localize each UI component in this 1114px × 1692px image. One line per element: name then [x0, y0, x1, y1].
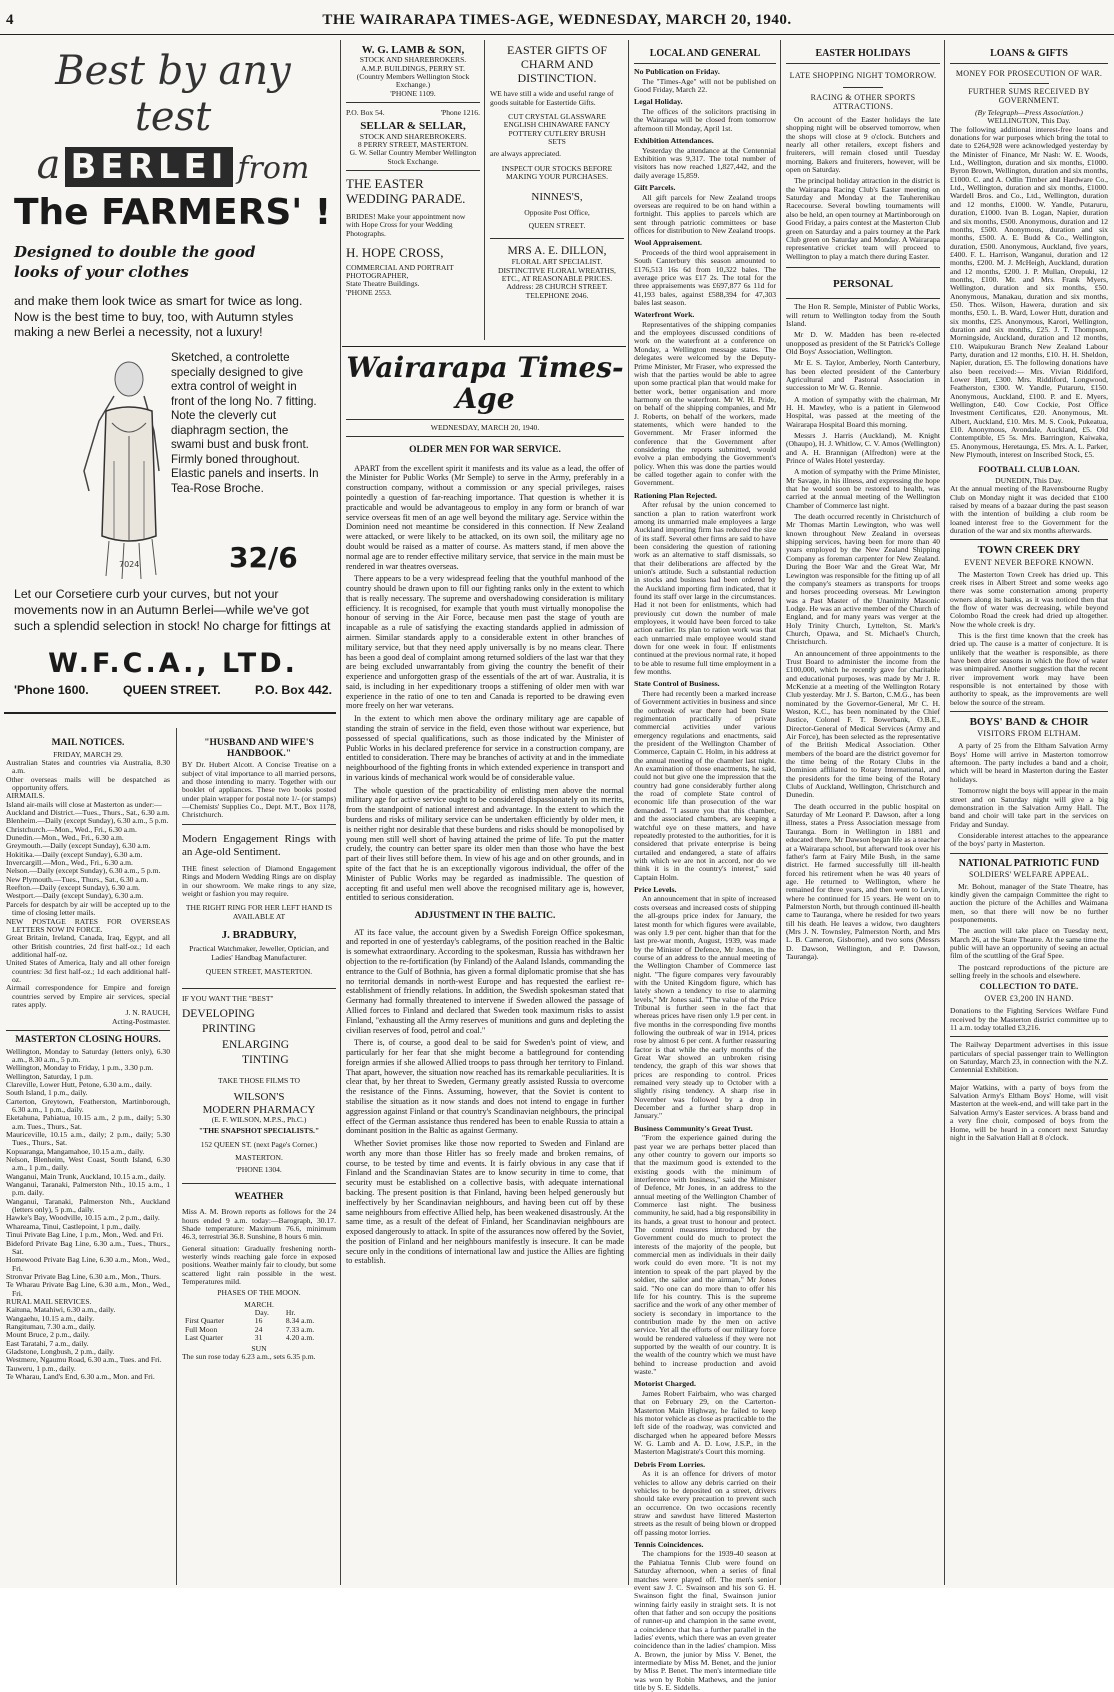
town-creek-heading: TOWN CREEK DRY: [977, 544, 1081, 557]
boys-band-body: [950, 742, 1108, 848]
local-item-text: James Robert Fairbairn, who was charged that on February 29, on the Carterton-Masterton Main Highway, he failed to keep his motor vehicle as close as practicable to the left side of the roadway, was convicted and discharged when he appeared before Messrs W. G. Lamb and A. D. Low, J.S.P., in the Masterton Magistrate's Court this morning.: [634, 1388, 776, 1457]
company-pobox: P.O. Box 442.: [254, 683, 332, 698]
editorial-heading: OLDER MEN FOR WAR SERVICE.: [409, 445, 561, 456]
cross-line1: COMMERCIAL AND PORTRAIT PHOTOGRAPHER,: [346, 262, 454, 280]
berlei-logo: BERLEI: [65, 147, 234, 187]
editorial-paragraph: Whether Soviet promises like those now reported to Sweden and Finland are worth any more than those Hitler has so freely made and broken remains, of course, to be tested by time and events. It is fairly obvious in any case that if Finland and the Scandinavian States are to know security in time to come, that security must be established on a collective basis, with adequate international backing. The present position is that Finland, having been helped generously but ineffectively by her Scandinavian neighbours, and having been cut off by these same neighbours from effective Allied help, has been weakened disastrously. At the same time, as a result of the defeat of Finland, her Scandinavian neighbours are exposed dangerously to attack. In spite of the assurances now offered by the Soviet, the position of Finland and her neighbours manifestly is insecure. It can be made secure only in the conditions of international law and justice the Allies are fighting to establish.: [346, 1139, 624, 1266]
weather-body: Miss A. M. Brown reports as follows for the 24 hours ended 9 a.m. today:—Barograph, 30.17. Shade temperature: Maximum 76.6, minimum 46.3, terrestrial 36.8. Sunshine, 8 hours 6 min.: [182, 1207, 336, 1242]
mail-line: Christchurch.—Mon., Wed., Fri., 6.30 a.m.: [6, 824, 137, 834]
loans-sub2: FURTHER SUMS RECEIVED BY GOVERNMENT.: [968, 87, 1090, 106]
editorial-paragraph: AT its face value, the account given by a Swedish Foreign Office spokesman, and reported in one of yesterday's cablegrams, of the position reached in the Baltic is somewhat extraordinary. According to the spokesman, Russia has withdrawn her objection to the re-fortification (by Finland) of the Aaland Islands, commanding the entrance to the Gulf of Bothnia, has given a formal diplomatic promise that she has no territorial demands in north-west Europe and has requested the earliest re-establishment of friendly relations. In addition, the Swedish spokesman stated that Germany had formally threatened to intervene if Sweden allowed the passage of Allied forces to Finland and declared that Sweden took maximum risks to assist Finland, "exhausting all the Army reserves of munitions and guns and depleting the civilian reserves of food, petrol and coal.": [346, 927, 624, 1035]
dillon-addr: Address: 28 CHURCH STREET.: [506, 282, 608, 292]
closing-line: Te Wharau Private Bag Line, 6.30 a.m., Mon., Wed., Fri.: [6, 1280, 170, 1298]
column-rule: [944, 40, 945, 1585]
local-item-text: There had recently been a marked increase of Government activities in business and since the outbreak of war there had been State regimentation practically of private commercial activities under various emergency regulations and enactments, said the president of the Wellington Chamber of Commerce, Captain C. Holm, in his address at the annual meeting of the chamber last night. An examination of those enactments, he said, could not but give one the impression that the country had gone considerably further along the road of complete State control of economic life than prosecution of the war demanded. "I assure you that this chamber, and the associated chambers, are keeping a watchful eye on these matters, and have repeatedly protested to the authorities, for it is considered that private enterprise is being curtailed and endangered, a state of affairs with which we are not in accord, nor do we think it is in the country's interest," said Captain Holm.: [634, 689, 776, 882]
ad-brand-line: [14, 142, 332, 188]
town-creek-body: [950, 571, 1108, 708]
lamb-name: W. G. LAMB & SON,: [361, 44, 465, 56]
town-creek-paragraph: The Masterton Town Creek has dried up. This creek rises in Albert Street and some weeks ago there was some consternation among property owners along its banks, as it was noticed then that the flow of water was decreasing, while beyond Colombo Road the creek had dried up altogether. Now the whole creek is dry.: [950, 569, 1108, 629]
company-contact: [14, 683, 332, 699]
boys-band-paragraph: Considerable interest attaches to the appearance of the boys' party in Masterton.: [950, 830, 1108, 849]
dillon-name: MRS A. E. DILLON,: [507, 245, 607, 258]
easter-paragraph: On account of the Easter holidays the late shopping night will be observed tomorrow, when the shops will close at 9 o'clock. Butchers and nearly all other retailers, except fishers and fruiterers, will remain closed until Tuesday morning. Bakers and fruiterers, however, will be open on Saturday.: [786, 115, 940, 175]
berlei-advertisement: [14, 44, 332, 704]
collection-sub: OVER £3,200 IN HAND.: [984, 994, 1074, 1004]
easter-sub2: RACING & OTHER SPORTS ATTRACTIONS.: [810, 93, 916, 112]
local-items: [634, 68, 776, 1692]
postmaster-name: J. N. RAUCH,: [125, 1008, 170, 1018]
mail-line: Dunedin.—Mon., Wed., Fri., 6.30 a.m.: [6, 833, 124, 843]
loans-sub1: MONEY FOR PROSECUTION OF WAR.: [955, 69, 1103, 79]
easter-heading: EASTER HOLIDAYS: [815, 48, 911, 59]
ad-word-from: from: [237, 151, 310, 186]
local-item-title: Rationing Plan Rejected.: [634, 490, 717, 500]
closing-line: Bideford Private Bag Line, 6.30 a.m., Tues., Thurs., Sat.: [6, 1238, 170, 1256]
bradbury-name: J. BRADBURY,: [221, 929, 297, 942]
mail-line: New Plymouth.—Tues., Thurs., Sat., 6.30 a.m.: [6, 874, 149, 884]
sellar-contact: [346, 109, 480, 117]
closing-line: Kopuaranga, Mangamahoe, 10.15 a.m., daily.: [6, 1146, 145, 1156]
mail-line: Parcels for despatch by air will be accepted up to the time of closing letter mails.: [6, 899, 170, 918]
patriotic-paragraph: Mr. Bohout, manager of the State Theatre, has kindly given the campaign Committee the right to auction the picture of the Achilles and Waimana men, so that there will now be no further postponements.: [950, 881, 1108, 925]
weather-forecast: General situation: Gradually freshening north-westerly winds reaching gale force in exposed positions. Weather mainly fair to cloudy, but some scattered light rain possible in the west. Temperatures mild.: [182, 1243, 336, 1286]
gifts-appreciated: are always appreciated.: [490, 149, 562, 159]
local-item-text: The champions for the 1939-40 season at the Pahiatua Tennis Club were found on Saturday afternoon, when a series of final matches were played off. The men's senior event saw J. C. Swainson and his son G. H. Swainson fight the final, Swainson junior winning fairly easily in straight sets. It is not often that father and son occupy the positions of runner-up and champion in the same event, a coincidence that has a further parallel in the ladies' events, which there was an even greater coincidence than in the ladies' champion. Miss A. Brown, the junior by Miss V. Benet, the intermediate by Miss M. Benet, and the junior by Miss P. Benet. The men's intermediate title was won by Robin Mathews, and the junior title by S. E. Siddells.: [634, 1549, 776, 1692]
gifts-heading: EASTER GIFTS OF CHARM AND DISTINCTION.: [506, 43, 607, 85]
patriotic-heading: NATIONAL PATRIOTIC FUND: [958, 857, 1100, 869]
right-ring: THE RIGHT RING FOR HER LEFT HAND IS AVAILABLE AT: [185, 903, 333, 921]
moon-row: First Quarter 16 8.34 a.m.: [185, 1316, 315, 1326]
small-ads-column: [182, 734, 336, 1586]
company-phone: 'Phone 1600.: [14, 683, 89, 698]
closing-line: Eketahuna, Pahiatua, 10.15 a.m., 2 p.m., daily; 5.30 a.m. Tues., Thurs., Sat.: [6, 1113, 170, 1131]
dillon-line2: DISTINCTIVE FLORAL WREATHS, ETC., AT REASONABLE PRICES.: [498, 265, 616, 284]
lamb-line2: A.M.P. BUILDINGS, PERRY ST.: [361, 63, 465, 73]
mail-line: AIRMAILS.: [6, 791, 45, 801]
mail-line: Australian States and countries via Australia, 8.30 a.m.: [6, 757, 170, 776]
engagement-body: THE finest selection of Diamond Engagement Rings and Modern Wedding Rings are on display in our showroom. We make rings to any size, weight or fashion you may require.: [182, 864, 336, 899]
closing-hours-heading: MASTERTON CLOSING HOURS.: [15, 1034, 161, 1045]
town-creek-sub: EVENT NEVER BEFORE KNOWN.: [964, 557, 1094, 567]
patriotic-paragraph: The auction will take place on Tuesday next, March 26, at the State Theatre. At the same time the public will have an opportunity of seeing an actual film of the scuttling of the Graf Spee.: [950, 926, 1109, 961]
personal-paragraph: The Hon R. Semple, Minister of Public Works, will return to Wellington today from the South Island.: [786, 302, 940, 328]
mail-line: Island air-mails will close at Masterton as under:—: [6, 799, 162, 809]
page-number: 4: [6, 12, 14, 28]
local-item-text: After refusal by the union concerned to sanction a plan to ration waterfront work among its unmarried male employees a large Auckland importing firm has reduced the size of its staff. Several other firms are said to have been considering the question of rationing work as an alternative to staff dismissals, so that their deliberations are affected by the union's attitude. Such a substantial reduction in stocks and business had been ordered by the Auckland importing firm indicated, that it found its staff over large in the circumstances. Had it not been for enlistments, which had previously cut down the number of male employees, it would have been forced to take action earlier. Its plan to ration work was that each unmarried male employee would stand down for one week in four. If enlistments continued at the previous normal rate, it hoped to be able to resume full time employment in a few months.: [634, 500, 776, 677]
moon-month: MARCH.: [244, 1299, 274, 1309]
sellar-line3: G. W. Sellar Country Member Wellington Stock Exchange.: [349, 148, 477, 166]
mail-line: Westport.—Daily (except Sunday), 6.30 a.m.: [6, 891, 144, 901]
town-creek-paragraph: This is the first time known that the creek has dried up. The cause is a matter of conjecture. It is unlikely that the weather is responsible, as there have been drier seasons in which the flow of water was unimpaired. Another suggestion that the recent river improvement work may have been responsible is not entertained by those with authority to speak, as the improvements are well below the source of the stream.: [950, 631, 1108, 707]
cross-phone: 'PHONE 2553.: [346, 287, 392, 297]
broker-ads: [346, 44, 480, 344]
mail-notices-column: [6, 734, 170, 1586]
local-item-title: Wool Appraisement.: [634, 238, 703, 248]
mail-line: Auckland and District.—Tues., Thurs., Sat., 6.30 a.m.: [6, 808, 170, 818]
closing-line: Wellington, Monday to Friday, 1 p.m., 3.30 p.m.: [6, 1063, 154, 1073]
local-item-title: Business Community's Great Trust.: [634, 1123, 753, 1133]
wilsons-take: TAKE THOSE FILMS TO: [218, 1075, 300, 1085]
local-item-title: State Control of Business.: [634, 679, 720, 689]
editorial-paragraph: There appears to be a very widespread feeling that the youthful manhood of the country should be drawn upon to fill our fighting ranks only in the extent to which that is really necessary. The supreme and overshadowing consideration is military efficiency. It is recognised, for example that youth must virtually monopolise the honour of serving in the Air Force, because men past the stage of youth are incapable as a rule of satisfying the exacting standards applied in admission of airmen. Similar standards apply to a considerable extent in other branches of military service, but that they need apply universally is by no means clear. There has been a good deal of complaint among returned soldiers of the last war that they are being excluded unwarrantably from giving the country the benefit of their experience and unforgotten grasp of the essentials of the art of war. Australia, it is said, is including in her expeditionary troops a stiffening of older men with war experience in the ratio of one to ten and Canada is reported to be drawing even more freely on her war veterans.: [346, 574, 624, 711]
local-item-title: Price Levels.: [634, 884, 677, 894]
patriotic-paragraph: The postcard reproductions of the picture are selling freely in the schools and elsewhere.: [950, 962, 1108, 981]
ad-word-a: a: [36, 142, 61, 188]
lamb-line1: STOCK AND SHAREBROKERS.: [359, 55, 467, 65]
watkins-notice: Major Watkins, with a party of boys from the Salvation Army's Eltham Boys' Home, will visit Masterton at the week-end, and will take part in the Salvation Army's Easter services. A brass band and a very fine choir, composed of boys from the Home, will be heard in a concert next Saturday night in the Salvation Hall at 8 o'clock.: [950, 1082, 1108, 1142]
store-name: The FARMERS' !: [14, 192, 332, 233]
bradbury-desc: Practical Watchmaker, Jeweller, Optician, and Ladies' Handbag Manufacturer.: [189, 944, 329, 962]
product-price: 32/6: [229, 541, 298, 575]
wilsons-pre: IF YOU WANT THE "BEST": [182, 994, 274, 1004]
masthead: [0, 8, 1114, 35]
lamb-phone: 'PHONE 1109.: [390, 88, 436, 98]
closing-line: Wellington, Monday to Saturday (letters only), 6.30 a.m., 8.30 a.m., 5 p.m.: [6, 1046, 170, 1064]
collection-body: Donations to the Fighting Services Welfare Fund received by the Masterton district committee up to 11 a.m. today totalled £3,216.: [950, 1006, 1108, 1033]
patriotic-body: [950, 883, 1108, 981]
wilsons-specialists: "THE SNAPSHOT SPECIALISTS.": [198, 1126, 320, 1136]
company-address: QUEEN STREET.: [122, 683, 221, 698]
handbook-heading: "HUSBAND AND WIFE'S HANDBOOK.": [204, 738, 314, 759]
mail-line: Reefton.—Daily (except Sunday), 6.30 a.m.: [6, 883, 140, 893]
collection-heading: COLLECTION TO DATE.: [979, 982, 1079, 992]
cross-line2: State Theatre Buildings.: [346, 279, 420, 289]
postmaster-title: Acting-Postmaster.: [111, 1016, 170, 1026]
closing-line: Wanganui, Taranaki, Palmerston Nth., 10.15 a.m., 1 p.m. daily.: [6, 1180, 170, 1198]
mail-line: Greymouth.—Daily (except Sunday), 6.30 a.m.: [6, 841, 151, 851]
column-rule: [628, 40, 629, 1585]
newspaper-nameplate: Wairarapa Times-Age: [346, 351, 624, 416]
closing-line: Tauweru, 1 p.m., daily.: [6, 1363, 76, 1373]
editorial-heading-2: ADJUSTMENT IN THE BALTIC.: [414, 911, 556, 922]
editorial-paragraph: There is, of course, a good deal to be said for Sweden's point of view, and particularly for her fear that she might become a battleground for contending foreign armies if she allowed Allied troops to pass through her territory to Finland. That apart, however, the situation now reached has its remarkable peculiarities. It is clear that, by her threat to Sweden, Germany greatly assisted Russia to overcome the resistance of the Finns. Assuming, however, that the Soviet is content to stabilise the situation as it now stands and does not intend to engage in further aggression against Finland or that country's Scandinavian neighbours, the principal effect of the German assistance thus rendered has been to enable Russia to attain a dominant position in the Baltic as against Germany.: [346, 1038, 624, 1136]
boys-band-sub: VISITORS FROM ELTHAM.: [977, 729, 1081, 739]
section-divider: [342, 346, 626, 347]
easter-personal-column: [786, 44, 940, 1588]
boys-band-paragraph: Tomorrow night the boys will appear in the main street and on Saturday night will give a big demonstration in the Salvation Army Hall. The band and choir will take part in the services on Friday and Sunday.: [950, 786, 1108, 829]
personal-heading: PERSONAL: [833, 277, 893, 290]
personal-paragraph: Mr D. W. Madden has been re-elected unopposed as president of the St Patrick's College Old Boys' Association, Wellington.: [786, 330, 940, 356]
closing-line: Stronvar Private Bag Line, 6.30 a.m., Mon., Thurs.: [6, 1271, 161, 1281]
easter-wedding-heading: THE EASTER WEDDING PARADE.: [346, 176, 466, 206]
closing-line: Westmere, Ngaumu Road, 6.30 a.m., Tues. and Fri.: [6, 1355, 162, 1365]
closing-line: Wangaehu, 10.15 a.m., daily.: [6, 1313, 95, 1323]
local-item-title: Debris From Lorries.: [634, 1459, 706, 1469]
closing-line: Nelson, Blenheim, West Coast, South Island, 6.30 a.m., 1 p.m., daily.: [6, 1155, 170, 1173]
mail-line: Great Britain, Ireland, Canada, Iraq, Egypt, and all other British countries, 2d first half-oz.; 1d each additional half-oz.: [6, 933, 170, 959]
loans-dateline: WELLINGTON, This Day.: [987, 116, 1071, 126]
moon-heading: PHASES OF THE MOON.: [217, 1288, 301, 1298]
wilsons-owner: (E. F. WILSON, M.P.S., Ph.C.): [211, 1114, 307, 1124]
closing-line: Wanganui, Main Trunk, Auckland, 10.15 a.m., daily.: [6, 1171, 166, 1181]
editorial-body-2: [346, 928, 624, 1267]
closing-line: Wanganui, Taranaki, Palmerston Nth., Auckland (letters only), 5 p.m., daily.: [6, 1196, 170, 1215]
sellar-line2: 8 PERRY STREET, MASTERTON.: [357, 140, 469, 150]
loans-byline: (By Telegraph—Press Association.): [975, 108, 1083, 118]
cross-name: H. HOPE CROSS,: [346, 244, 444, 260]
moon-row: Last Quarter 31 4.20 a.m.: [185, 1333, 315, 1343]
editorial-paragraph: In the extent to which men above the ordinary military age are capable of standing the strain of service in the field, even those without war experience, but possessed of special qualifications, such as those indicated by the Minister of Public Works in his declared preference for service in a construction company, are entitled to consideration. There may be branches of activity at and in the immediate neighbourhood of the fighting fronts in which extended experience in transport and in various kinds of mechanical work would be of considerable value.: [346, 714, 624, 782]
page-title: THE WAIRARAPA TIMES-AGE, WEDNESDAY, MARCH 20, 1940.: [322, 12, 792, 28]
service-printing: PRINTING: [202, 1023, 256, 1036]
column-rule: [484, 40, 485, 340]
sun-times: The sun rose today 6.23 a.m., sets 6.35 p.m.: [182, 1352, 316, 1362]
patriotic-sub: SOLDIERS' WELFARE APPEAL.: [969, 869, 1089, 879]
local-general-heading: LOCAL AND GENERAL: [649, 48, 761, 59]
loans-heading: LOANS & GIFTS: [990, 48, 1068, 59]
corset-illustration: [14, 351, 164, 581]
ninnes-addr2: QUEEN STREET.: [528, 221, 586, 231]
mail-line: Hokitika.—Daily (except Sunday), 6.30 a.m.: [6, 849, 143, 859]
column-rule: [340, 40, 341, 1585]
closing-line: Te Wharau, Land's End, 6.30 a.m., Mon. and Fri.: [6, 1372, 155, 1381]
local-item-text: Yesterday the attendance at the Centennial Exhibition was 9,317. The total number of visitors has now reached 1,827,442, and the daily average 15,859.: [634, 145, 776, 180]
football-body: At the annual meeting of the Ravensbourne Rugby Club on Monday night it was decided that £100 raised by means of a bazaar during the past season with the intention of building a club room be loaned interest free to the Government for the duration of the war and six months afterwards.: [950, 484, 1108, 536]
mail-date: FRIDAY, MARCH 29.: [53, 749, 123, 759]
ad-headline: Best by any test: [55, 48, 291, 140]
weather-heading: WEATHER: [234, 1191, 284, 1202]
local-item-title: Legal Holiday.: [634, 97, 683, 107]
personal-body: [786, 303, 940, 961]
local-item-title: No Publication on Friday.: [634, 67, 720, 77]
personal-paragraph: A motion of sympathy with the chairman, Mr H. H. Mawley, who is a patient in Glenwood Hospital, was passed at the meeting of the Wairarapa Hospital Board this morning.: [786, 394, 940, 429]
service-tinting: TINTING: [242, 1054, 289, 1067]
lamb-line3: (Country Members Wellington Stock Exchange.): [356, 72, 470, 90]
ninnes-addr1: Opposite Post Office,: [524, 207, 590, 217]
local-item-title: Exhibition Attendances.: [634, 136, 714, 146]
product-description: Sketched, a controlette specially designed to give extra control of weight in front of the long No. 7 fitting. Note the cleverly cut diaphragm section, the swami bust and busk front. Firmly boned throughout. Elastic panels and inserts. In Tea-Rose Broche.: [171, 351, 319, 495]
local-item-title: Gift Parcels.: [634, 182, 676, 192]
moon-row: Full Moon 24 7.33 a.m.: [185, 1324, 315, 1334]
wilsons-services: [182, 1007, 336, 1069]
gift-ads: [490, 44, 624, 344]
football-dateline: DUNEDIN, This Day.: [995, 476, 1063, 485]
local-item-text: As it is an offence for drivers of motor vehicles to allow any debris carried on their vehicles to be deposited on a street, drivers should take every precaution to prevent such an occurrence. On two occasions recently straw and sawdust have littered Masterton streets as the result of being blown or dropped off passing motor lorries.: [634, 1469, 776, 1537]
closing-line: Wellington, Saturday, 1 p.m.: [6, 1071, 93, 1081]
brides-text: BRIDES! Make your appointment now with Hope Cross for your Wedding Photographs.: [346, 211, 466, 238]
mail-line: Airmail correspondence for Empire and foreign countries served by Empire air services, special rates apply.: [6, 983, 170, 1009]
moon-col-hr: Hr.: [285, 1307, 296, 1317]
local-item-text: Representatives of the shipping companies and the employees discussed conditions of work on the waterfront at a conference on Monday, a Wellington message states. The delegates were welcomed by the Deputy-Prime Minister, Mr Fraser, who expressed the wish that the parties would be able to agree upon some practical plan that would make for better work, better organisation and more harmony on the waterfront. Mr W. H. Pride, on behalf of the shipping companies, and Mr J. Roberts, on behalf of the workers, made statements, which were handed to the Government. Mr Fraser informed the conference that the Government after considering the reports submitted, would evolve a plan embodying the Government's policy. When this was done the parties would be called together again to confer with the Government.: [634, 319, 776, 488]
wilsons-name2: MODERN PHARMACY: [202, 1103, 316, 1116]
closing-line: RURAL MAIL SERVICES.: [6, 1296, 92, 1306]
mail-line: Blenheim.—Daily (except Sunday), 6.30 a.m., 5 p.m.: [6, 816, 169, 826]
local-item-text: "From the experience gained during the past year we are perhaps better placed than any other country to govern our imports so that the maximum good is extended to the existing goods with the minimum of interference with business," said the Minister of Defence, Mr Jones, in an address to the annual meeting of the Wellington Chamber of Commerce last night. The business community, he said, had a big responsibility in its hands, a great trust to honour and protect. The control measures introduced by the Government could do much to protect the interests of the majority of the people, but commercial men as individuals in their daily work could do even more. "It is not my intention to speak of the part played by the soldier, the sailor and the airman," Mr Jones said. "No one can do more than to offer his life for his country. This is the supreme sacrifice and the work of any other member of society is secondary in importance to the contribution made by the men on active service. Yet all the efforts of our military force would be rendered valueless if they were not supported by the wealth of our country. It is the wealth of the country which we must have behind to increase production and avoid waste.": [634, 1133, 776, 1376]
easter-paragraph: The principal holiday attraction in the district is the Wairarapa Racing Club's Easter meeting on Saturday and Monday at the Tauherenikau Racecourse. Several bowling tournaments will also be held, an open tourney at Martinborough on Good Friday, a pairs contest at the Masterton Club green on Saturday and a pairs tourney at the Park Club green on Saturday and Monday. A Wairarapa representative cricket team will proceed to Wellington to play a match there during Easter.: [786, 176, 940, 261]
wilsons-town: MASTERTON.: [235, 1152, 283, 1162]
closing-line: Tinui Private Bag Line, 1 p.m., Mon., Wed. and Fri.: [6, 1230, 164, 1240]
handbook-body: BY Dr. Hubert Alcott. A Concise Treatise on a subject of vital importance to all married persons, and those intending to marry. Together with our booklet of appliances. These two books posted under plain wrapper for postal note 1/- (or stamps)—Chemists' Supplies Co., Dept. M.T., Box 1178, Christchurch.: [182, 760, 336, 820]
mail-line: Nelson.—Daily (except Sunday), 6.30 a.m., 5 p.m.: [6, 866, 161, 876]
easter-sub1: LATE SHOPPING NIGHT TOMORROW.: [789, 71, 937, 81]
column-rule: [780, 40, 781, 1585]
personal-paragraph: An announcement of three appointments to the Trust Board to administer the income from the £100,000, which he recently gave for charitable and educational purposes, was made by Mr J. R. McKenzie at a meeting of the Wellington Rotary Club yesterday. Mr J. S. Barton, C.M.G., has been nominated by the Governor-General, Mr C. H. Weston, K.C., has been nominated by the Chief Justice, Colonel F. T. Bowerbank, O.B.E., Director-General of Medical Services (Army and Air Force), has been selected as the representative of the British Medical Association. Other members of the board are the district governor for the time being of the Rotary Clubs in the Dominion affiliated to Rotary International, and the presidents for the time being of the Rotary Clubs of Auckland, Wellington, Christchurch and Dunedin.: [786, 648, 940, 800]
closing-line: Clareville, Lower Hutt, Petone, 6.30 a.m., daily.: [6, 1079, 152, 1089]
wilsons-phone: 'PHONE 1304.: [236, 1165, 282, 1175]
closing-line: Hawke's Bay, Woodville, 10.15 a.m., 2 p.m., daily.: [6, 1213, 160, 1223]
closing-lines: [6, 1048, 170, 1382]
local-item-text: Proceeds of the third wool appraisement in South Canterbury this season amounted to £176,513 16s 6d from 10,322 bales. The average price was £17 2s. The total for the three appraisements was £697,877 6s 11d for 41,193 bales, against £588,394 for 47,303 bales last season.: [634, 247, 776, 307]
closing-line: Mount Bruce, 2 p.m., daily.: [6, 1330, 90, 1340]
closing-line: Carterton, Greytown, Featherston, Martinborough, 6.30 a.m., 1 p.m., daily.: [6, 1096, 170, 1114]
sellar-phone: 'Phone 1216.: [440, 108, 480, 118]
mail-line: NEW POSTAGE RATES FOR OVERSEAS LETTERS NOW IN FORCE.: [6, 916, 170, 934]
editorial-paragraph: The whole question of the practicability of enlisting men above the normal military age for active service ought to be considered dispassionately on its merits, from the standpoint of national interest and advantage. In the extent to which the burdens and risks of military service can be undertaken efficiently by older men, it is neither right nor desirable that these burdens and risks should be monopolised by young men still well short of having attained the prime of life. To put the matter crudely, the country can better spare its older men than those who have the best part of their lives still before them. In view of his age and on other grounds, and in spite of the fact that he is an exceptionally vigorous individual, the offer of the Minister of Public Works may be regarded as inadmissible. The question of accepting fit and useful men well above the recognised military age is, however, entitled to serious consideration.: [346, 785, 624, 903]
gifts-list: CUT CRYSTAL GLASSWARE ENGLISH CHINAWARE FANCY POTTERY CUTLERY BRUSH SETS: [503, 112, 611, 147]
personal-paragraph: The death occurred recently in Christchurch of Mr Thomas Martin Lewington, who was well known throughout New Zealand in overseas shipping services, having been for more than 40 years employed by the New Zealand Shipping Company as foreman carpenter for New Zealand. During the Boer War and the Great War, Mr Lewington was responsible for the fitting up of all the company's steamers as transports for troops and horses proceeding overseas. Mr Lewington was a Past Master of the Unanimity Masonic Lodge. He was an active member of the Church of England, and for many years was verger at the Holy Trinity Church, Lyttelton, St. Mark's Church, Opawa, and St. Michael's Church, Christchurch.: [786, 512, 940, 647]
editorial-body: [346, 464, 624, 903]
service-enlarging: ENLARGING: [222, 1038, 290, 1051]
personal-paragraph: Messrs J. Harris (Auckland), M. Knight (Ohaupo), H. J. Whitlow, C. V. Amos (Wellington) and A. H. Brannigan (Alfredton) were at the Prince of Wales Hotel yesterday.: [786, 431, 940, 466]
mail-notices-heading: MAIL NOTICES.: [51, 738, 125, 748]
local-item-text: The "Times-Age" will not be published on Good Friday, March 22.: [634, 76, 776, 95]
railway-notice: The Railway Department advertises in this issue particulars of special passenger train to Wellington on Saturday, March 23, in connection with the N.Z. Centennial Exhibition.: [950, 1040, 1108, 1075]
closing-line: Mauriceville, 10.15 a.m., daily; 2 p.m., daily; 5.30 Tues., Thurs., Sat.: [6, 1130, 170, 1148]
ad-body: and make them look twice as smart for twice as long. Now is the best time to buy, too, with Autumn styles making a new Berlei a necessity, not a luxury!: [14, 294, 303, 340]
gifts-body: WE have still a wide and useful range of goods suitable for Eastertide Gifts.: [490, 89, 614, 107]
editorial-paragraph: APART from the excellent spirit it manifests and its value as a lead, the offer of the Minister for Public Works (Mr Semple) to serve in the Army, preferably in a construction company, without a commission or any special privileges, raises pointedly a question of far-reaching importance. That question is whether it is practicable and would be advantageous to employ in any form or branch of war service overseas fit men of an age well beyond the military age. Service within the Dominion need not meantime be considered in this connection. If New Zealand were attacked, or were likely to be attacked, on its own soil, the military age no doubt would be raised as a matter of course. As matters stand, if men above the normal age are to render effective military service, that service in the main must be rendered in war theatres overseas.: [346, 463, 624, 571]
mail-line: United States of America, Italy and all other foreign countries: 3d first half-oz.; 1d each additional half-oz.: [6, 958, 170, 984]
closing-line: Gladstone, Longbush, 2 p.m., daily.: [6, 1346, 115, 1356]
wilsons-name1: WILSON'S: [233, 1091, 285, 1104]
editorial-column: [346, 352, 624, 1588]
dillon-line1: FLORAL ART SPECIALIST.: [511, 257, 603, 267]
moon-col-day: Day.: [254, 1307, 269, 1317]
local-item-text: An announcement that in spite of increased costs overseas and increased costs of shipping the all-groups price index for January, the latest month for which figures were available, was only 1.9 per cent. higher than that for the last pre-war month, August, 1939, was made by the Minister of Defence, Mr Jones, in the course of an address to the annual meeting of the Wellington Chamber of Commerce last night. "The figure compares very favourably with the United Kingdom figure, which has lately shown a tendency to rise to alarming levels," Mr Jones said. "The value of the Price Tribunal is further seen in the fact that whereas prices have risen only 1.9 per cent. in five months in the corresponding five months following the outbreak of war in 1914, prices rose by almost 6 per cent. A further reassuring factor is that while the early months of the Great War showed an unbroken rising tendency, the graph of this war shows that prices are responding to control. Prices remained very steady up to October with a slightly rising tendency. A sharp rise in November was followed by a drop in December and a further sharp drop in January.": [634, 894, 776, 1121]
engagement-heading: Modern Engagement Rings with an Age-old Sentiment.: [182, 832, 336, 858]
boys-band-paragraph: A party of 25 from the Eltham Salvation Army Boys' Home will arrive in Masterton tomorrow afternoon. The party includes a band and a choir, which will be heard in Masterton during the Easter holidays.: [950, 741, 1108, 784]
ad-tagline: Designed to double the good looks of your clothes: [14, 243, 256, 281]
closing-line: Whareama, Tinui, Castlepoint, 1 p.m., daily.: [6, 1221, 141, 1231]
local-general-column: [634, 44, 776, 1692]
personal-paragraph: Mr E. S. Taylor, Amberley, North Canterbury, has been elected president of the Canterbury Agricultural and Pastoral Association in succession to Mr W. G. Rennie.: [786, 358, 940, 393]
service-developing: DEVELOPING: [182, 1007, 255, 1020]
local-item-title: Tennis Coincidences.: [634, 1539, 704, 1549]
personal-paragraph: The death occurred in the public hospital on Saturday of Mr Leonard P. Dawson, after a long illness, states a Press Association message from Tauranga. Born in Wellington in 1881 and educated there, Mr Dawson began life as a teacher at a Wairarapa school, but afterward took over his father's farm at Fairy Mile Bush, in the same district. He farmed successfully till ill-health forced his retirement when he was 40 years of age. He returned to Wellington, where he remained for three years, and then went to Levin, where he continued for 15 years. He went on to Palmerston North, but through continued ill-health came to Tauranga, where he resided for two years till his death. He leaves a widow, two daughters (Mrs J. N. Townsley, Palmerston North, and Mrs L. B. Cameron, Gisborne), and two sons (Messrs D. Dawson, Wellington, and P. Dawson, Tauranga).: [786, 801, 940, 961]
section-divider: [4, 712, 336, 714]
sellar-name: SELLAR & SELLAR,: [360, 120, 466, 133]
local-item-title: Waterfront Work.: [634, 310, 695, 320]
loans-column: [950, 44, 1108, 1588]
closing-line: East Taratahi, 7 a.m., daily.: [6, 1338, 89, 1348]
local-item-title: Motorist Charged.: [634, 1379, 696, 1389]
moon-table: [182, 1309, 336, 1343]
closing-line: Rangitumau, 7.30 a.m., daily.: [6, 1321, 96, 1331]
sellar-line1: STOCK AND SHAREBROKERS.: [359, 131, 467, 141]
easter-body: [786, 116, 940, 261]
inspect-stocks: INSPECT OUR STOCKS BEFORE MAKING YOUR PURCHASES.: [501, 163, 613, 182]
ad-product-block: [14, 351, 332, 581]
sun-heading: SUN: [251, 1343, 267, 1353]
closing-line: Kaituna, Matahiwi, 6.30 a.m., daily.: [6, 1305, 116, 1315]
company-name: W.F.C.A., LTD.: [48, 648, 298, 680]
personal-paragraph: A motion of sympathy with the Prime Minister, Mr Savage, in his illness, and expressing the hope that he would soon be restored to health, was carried at the annual meeting of the Wellington Chamber of Commerce last night.: [786, 467, 940, 510]
wilsons-address: 152 QUEEN ST. (next Page's Corner.): [200, 1139, 318, 1149]
mail-lines: [6, 759, 170, 1009]
ad-closing: Let our Corsetiere curb your curves, but not your movements now in an Autumn Berlei—while we've got such a splendid selection in stock! No charge for fittings at: [14, 587, 331, 633]
editorial-date: WEDNESDAY, MARCH 20, 1940.: [430, 422, 540, 432]
boys-band-heading: BOYS' BAND & CHOIR: [969, 716, 1089, 729]
closing-line: South Island, 1 p.m., daily.: [6, 1088, 88, 1098]
local-item-text: The offices of the solicitors practising in the Wairarapa will be closed from tomorrow afternoon till Monday, April 1st.: [634, 107, 776, 133]
loans-body: The following additional interest-free loans and donations for war purposes which bring the total to date to £264,928 were acknowledged yesterday by the Minister of Finance, Mr Nash: W. E. Woods, Ltd., Wellington, duration and six months, £1000. Byron Brown, Wellington, duration and six months, £1000. C. and A. Odlin Timber and Hardware Co., Ltd., Wellington, duration and six months, £1000. Wardell Bros. and Co., Ltd., Wellington, duration and 12 months, £1000. W. Yandle, Putaruru, duration, £1000. Ivan B. Logan, Napier, duration and six months, £500. Anonymous, duration and 12 months, £500. Anonymous, duration and six months, £500. A. E. Budd & Co., Wellington, duration, £500. Anonymous, Auckland, five years, £400. F. L. Harrison, Wanganui, duration and 12 months, £200. M. J. McHeigh, Auckland, duration and 12 months, £200. J. P. Mullan, Orepuki, 12 months, £100. Mr. and Mrs. Frank Myers, Wellington, duration and six months, £50. Anonymous, Manakau, duration and six months, £50. Thos. Wilson, Hawera, duration and six months, £50. L. B. Ward, Lower Hutt, duration and six months, £25. Anonymous, Karori, Wellington, duration and six months, £25. J. T. Thompson, Morningside, Auckland, duration and 12 months, £10. Waipukurau Branch New Zealand Labour Party, duration and 12 months, £10. H. H. Sheldon, Napier, duration, £5. The following donations have also been received:— Mrs. Vivian Riddiford, Lower Hutt, £300. Mrs. Riddiford, Longwood, Featherston, £300. W. Yandle, Putaruru, £150. Anonymous, Auckland, £100. P. and E. Myers, Wellington, £40. Cow Cockie, Post Office Investment Certificates, £20. Anonymous, Mt. Albert, Auckland, £10. Mrs. M. S. Cook, Pukeatua, £10. Anonymous, Avondale, Auckland, £5. Old Contemptible, £5 5s. Mrs. Barrington, Kaiwaka, £5. Anonymous, Heretaunga, £5. Mrs. A. L. Parker, New Plymouth, interest on Inscribed Stock, £5.: [950, 124, 1108, 460]
dillon-phone: TELEPHONE 2046.: [525, 290, 589, 300]
mail-line: Invercargill.—Mon., Wed., Fri., 6.30 a.m.: [6, 858, 133, 868]
ninnes-name: NINNES'S,: [531, 191, 583, 204]
column-rule: [176, 728, 177, 1585]
mail-line: Other overseas mails will be despatched as opportunity offers.: [6, 774, 170, 792]
local-item-text: All gift parcels for New Zealand troops overseas are required to be on hand within a fortnight. This applies to parcels which are sent through patriotic committees or base offices for distribution to New Zealand troops.: [634, 192, 776, 235]
closing-line: Homewood Private Bag Line, 6.30 a.m., Mon., Wed., Fri.: [6, 1255, 170, 1273]
bradbury-address: QUEEN STREET, MASTERTON.: [205, 967, 313, 977]
football-heading: FOOTBALL CLUB LOAN.: [978, 464, 1080, 475]
sellar-pobox: P.O. Box 54.: [346, 108, 385, 118]
model-number: 7024: [119, 560, 140, 570]
